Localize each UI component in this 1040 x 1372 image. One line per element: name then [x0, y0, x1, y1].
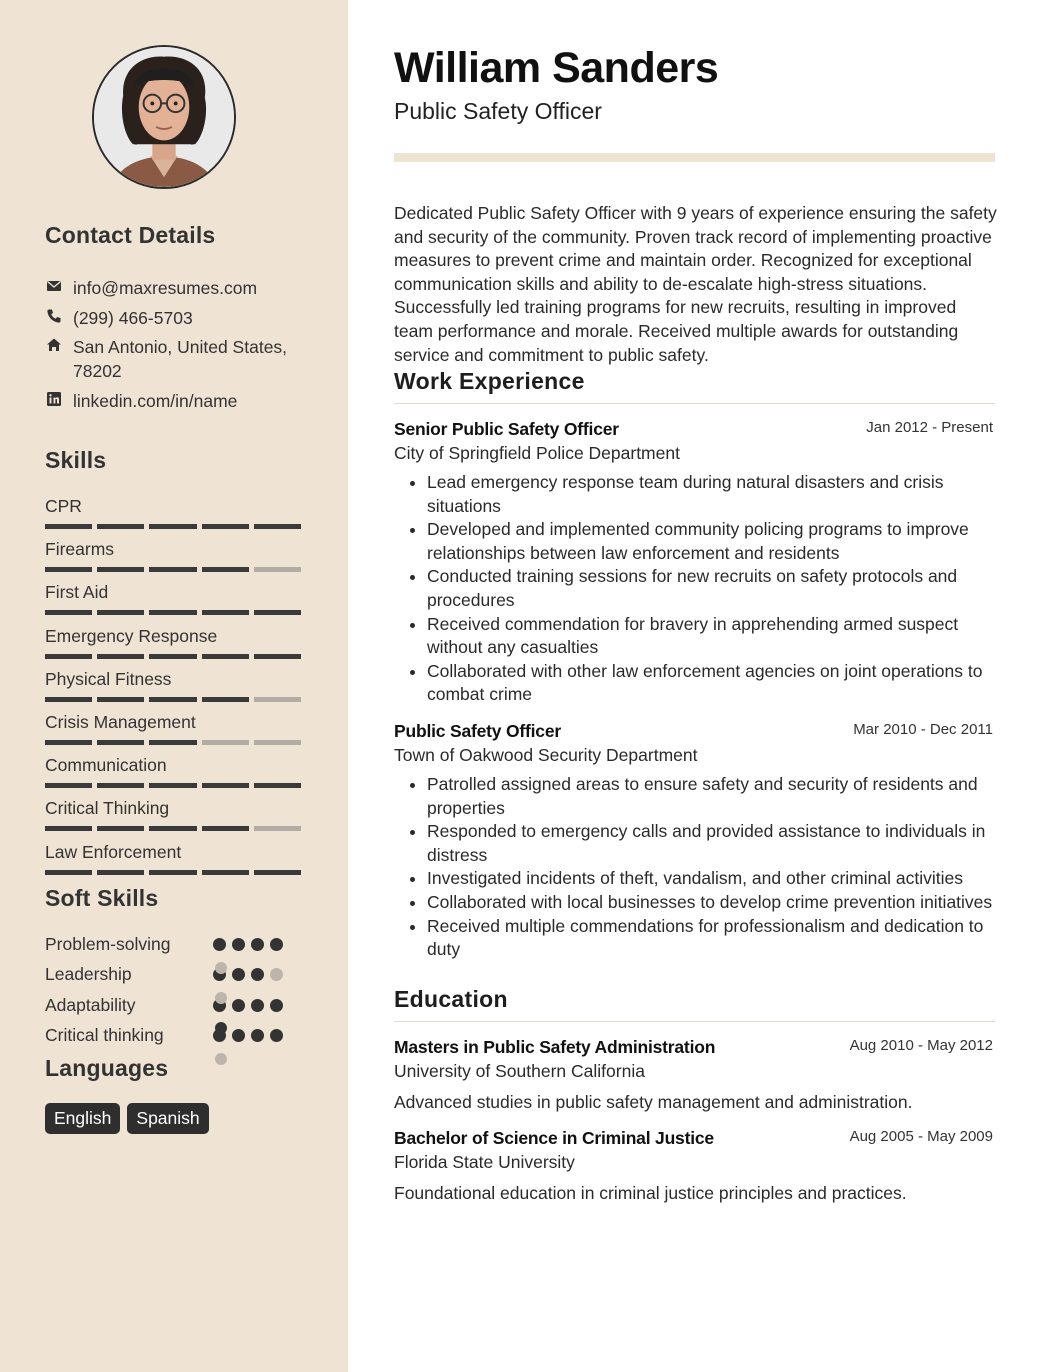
phone-icon: [45, 307, 63, 325]
soft-skill-level-dot: [270, 968, 283, 981]
skill-item: [45, 495, 301, 529]
skill-level-segment: [149, 697, 196, 702]
home-icon: [45, 336, 63, 354]
school-name: Florida State University: [394, 1152, 575, 1172]
soft-skill-level-dot: [251, 968, 264, 981]
skill-item: [45, 581, 301, 615]
contact-email-text: info@maxresumes.com: [73, 278, 258, 298]
soft-skill-level-dot: [251, 999, 264, 1012]
job-bullet: • Conducted training sessions for new recruits on safety protocols and procedures: [427, 565, 995, 612]
skill-level-segment: [202, 826, 249, 831]
skill-level-segment: [45, 826, 92, 831]
school-name: University of Southern California: [394, 1061, 645, 1081]
skill-level-segment: [149, 783, 196, 788]
skill-item: [45, 625, 301, 659]
education-heading: Education: [394, 986, 508, 1012]
skill-level-segment: [97, 870, 144, 875]
contact-email[interactable]: [45, 276, 257, 300]
language-tag: Spanish: [127, 1103, 208, 1134]
languages-heading: Languages: [45, 1055, 169, 1081]
profile-photo-illustration: [94, 47, 234, 187]
education-entry: [394, 1126, 995, 1205]
skill-level-segment: [254, 783, 301, 788]
soft-skill-level-dot: [213, 938, 226, 951]
soft-skill-level-dot: [270, 999, 283, 1012]
skill-level-segment: [254, 567, 301, 572]
skill-level-segment: [254, 697, 301, 702]
skill-level-segment: [254, 870, 301, 875]
contact-linkedin[interactable]: [45, 389, 237, 413]
skill-label: Law Enforcement: [45, 841, 182, 862]
soft-skill-level-dot: [251, 938, 264, 951]
candidate-title: Public Safety Officer: [394, 98, 602, 124]
soft-skill-item: [45, 962, 305, 986]
skill-item: [45, 797, 301, 831]
skill-level-bars: [45, 610, 301, 615]
education-description: Advanced studies in public safety management and administration.: [394, 1092, 913, 1112]
job-bullet: • Collaborated with other law enforcement agencies on joint operations to combat crime: [427, 660, 995, 707]
contact-address-text: San Antonio, United States, 78202: [73, 337, 288, 381]
skill-label: Communication: [45, 755, 167, 776]
skill-level-bars: [45, 783, 301, 788]
job-bullet: • Investigated incidents of theft, vandalism, and other criminal activities: [427, 867, 995, 891]
skill-level-segment: [202, 654, 249, 659]
skill-level-bars: [45, 524, 301, 529]
skill-level-segment: [97, 783, 144, 788]
skill-level-segment: [254, 654, 301, 659]
skill-level-segment: [97, 654, 144, 659]
skill-level-segment: [149, 524, 196, 529]
summary-paragraph: Dedicated Public Safety Officer with 9 years of experience ensuring the safety and security of the community. Proven track record of implementing proactive measures to prevent crime and maintain order. Recognized for exceptional communication skills and ability to de-escalate high-stress situations. Successfully led training programs for new recruits, resulting in improved team performance and morale. Received multiple awards for outstanding service and commitment to public safety.: [394, 203, 997, 365]
contact-linkedin-text: linkedin.com/in/name: [73, 391, 238, 411]
work-entry: [394, 719, 995, 962]
skill-level-segment: [254, 740, 301, 745]
profile-photo: [92, 45, 236, 189]
soft-skill-level-dot: [232, 999, 245, 1012]
skill-level-bars: [45, 870, 301, 875]
skill-level-segment: [202, 870, 249, 875]
skill-level-bars: [45, 567, 301, 572]
envelope-icon: [45, 277, 63, 295]
degree-title: Masters in Public Safety Administration: [394, 1037, 716, 1057]
stray-dot: [215, 962, 227, 974]
job-bullet: • Developed and implemented community policing programs to improve relationships between law enforcement and residents: [427, 518, 995, 565]
skill-level-segment: [45, 870, 92, 875]
skill-level-segment: [202, 567, 249, 572]
skill-level-segment: [202, 740, 249, 745]
contact-heading: Contact Details: [45, 222, 216, 248]
linkedin-icon: [45, 390, 63, 408]
soft-skill-item: [45, 1023, 305, 1047]
skill-level-segment: [97, 567, 144, 572]
contact-address: [45, 335, 315, 383]
skill-label: Emergency Response: [45, 625, 218, 646]
job-dates: Jan 2012 - Present: [866, 419, 993, 436]
skills-heading: Skills: [45, 447, 107, 473]
work-heading: Work Experience: [394, 368, 585, 394]
degree-title: Bachelor of Science in Criminal Justice: [394, 1128, 714, 1148]
skill-level-segment: [149, 870, 196, 875]
soft-skill-level-dot: [251, 1029, 264, 1042]
job-bullets: [394, 471, 995, 707]
skill-label: First Aid: [45, 582, 109, 603]
skill-level-segment: [45, 740, 92, 745]
skill-item: [45, 841, 301, 875]
skill-level-segment: [254, 524, 301, 529]
job-bullet: • Received multiple commendations for professionalism and dedication to duty: [427, 915, 995, 962]
skill-level-segment: [149, 654, 196, 659]
skill-level-segment: [202, 610, 249, 615]
skill-level-bars: [45, 740, 301, 745]
skill-level-bars: [45, 826, 301, 831]
education-dates: Aug 2005 - May 2009: [849, 1128, 993, 1145]
soft-skill-label: Problem-solving: [45, 934, 171, 954]
job-bullets: [394, 773, 995, 962]
skill-item: [45, 668, 301, 702]
education-entry: [394, 1035, 995, 1114]
soft-skill-level-dot: [232, 968, 245, 981]
stray-dot: [215, 992, 227, 1004]
contact-phone[interactable]: [45, 306, 193, 330]
skill-level-bars: [45, 697, 301, 702]
job-dates: Mar 2010 - Dec 2011: [853, 721, 993, 738]
header-divider: [394, 153, 995, 162]
skill-level-segment: [45, 654, 92, 659]
skill-label: CPR: [45, 496, 82, 516]
education-description: Foundational education in criminal justice principles and practices.: [394, 1183, 907, 1203]
contact-phone-text: (299) 466-5703: [73, 308, 193, 328]
soft-skill-label: Leadership: [45, 964, 132, 985]
job-organization: City of Springfield Police Department: [394, 443, 680, 463]
job-organization: Town of Oakwood Security Department: [394, 745, 698, 765]
skill-level-segment: [97, 826, 144, 831]
skill-level-segment: [254, 826, 301, 831]
skill-level-segment: [45, 697, 92, 702]
skill-label: Physical Fitness: [45, 668, 172, 689]
stray-dot: [215, 1022, 227, 1034]
skill-level-segment: [254, 610, 301, 615]
skill-level-segment: [149, 826, 196, 831]
skill-level-bars: [45, 654, 301, 659]
skill-level-segment: [149, 567, 196, 572]
language-tag: English: [45, 1103, 120, 1134]
skill-level-segment: [202, 697, 249, 702]
skill-level-segment: [97, 610, 144, 615]
languages-list: [45, 1103, 209, 1134]
education-divider: [394, 1021, 995, 1022]
education-dates: Aug 2010 - May 2012: [849, 1037, 993, 1054]
job-role: Senior Public Safety Officer: [394, 419, 619, 439]
soft-skills-heading: Soft Skills: [45, 885, 159, 911]
skill-level-segment: [97, 524, 144, 529]
skill-level-segment: [149, 740, 196, 745]
soft-skill-item: [45, 932, 305, 956]
stray-dot: [215, 1053, 227, 1065]
soft-skill-level-dot: [270, 1029, 283, 1042]
soft-skill-item: [45, 993, 305, 1017]
job-bullet: • Collaborated with local businesses to develop crime prevention initiatives: [427, 891, 995, 915]
skill-level-segment: [97, 697, 144, 702]
skill-level-segment: [45, 610, 92, 615]
skill-level-segment: [202, 524, 249, 529]
skill-label: Crisis Management: [45, 712, 196, 732]
soft-skill-label: Critical thinking: [45, 1024, 164, 1045]
candidate-name: William Sanders: [394, 44, 719, 92]
work-entry: [394, 417, 995, 707]
soft-skill-level-dots: [213, 938, 283, 951]
skill-level-segment: [45, 567, 92, 572]
work-divider: [394, 403, 995, 404]
main-content: [348, 0, 1040, 1372]
soft-skill-level-dot: [232, 1029, 245, 1042]
skill-item: [45, 754, 301, 788]
job-bullet: • Responded to emergency calls and provided assistance to individuals in distress: [427, 820, 995, 867]
soft-skill-level-dot: [232, 938, 245, 951]
job-bullet: • Patrolled assigned areas to ensure safety and security of residents and properties: [427, 773, 995, 820]
skill-level-segment: [202, 783, 249, 788]
skill-level-segment: [45, 783, 92, 788]
skill-level-segment: [97, 740, 144, 745]
skill-item: [45, 711, 301, 745]
soft-skill-level-dot: [270, 938, 283, 951]
soft-skill-label: Adaptability: [45, 994, 136, 1015]
skill-level-segment: [149, 610, 196, 615]
job-bullet: • Received commendation for bravery in apprehending armed suspect without any casualties: [427, 613, 995, 660]
skill-level-segment: [45, 524, 92, 529]
sidebar: [0, 0, 348, 1372]
skill-label: Firearms: [45, 539, 115, 560]
skill-label: Critical Thinking: [45, 798, 170, 819]
job-role: Public Safety Officer: [394, 721, 561, 741]
job-bullet: • Lead emergency response team during natural disasters and crisis situations: [427, 471, 995, 518]
skill-item: [45, 538, 301, 572]
